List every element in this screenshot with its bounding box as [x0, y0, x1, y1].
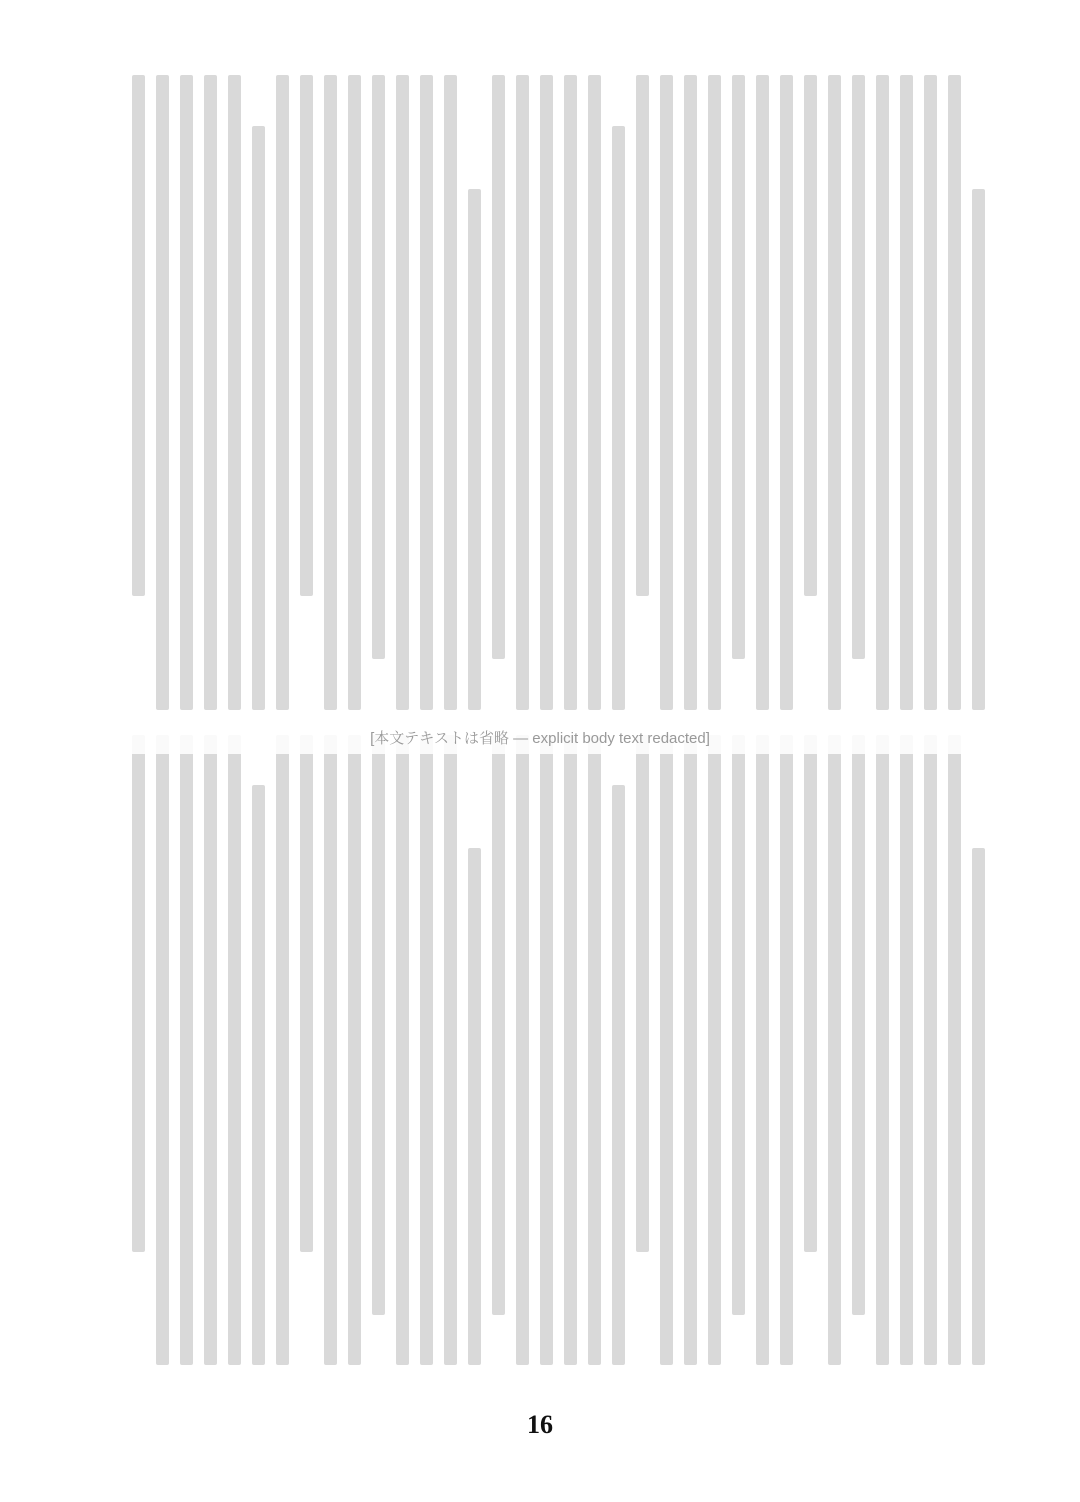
text-block-bottom — [95, 735, 985, 1365]
redacted-text-line — [228, 735, 241, 1365]
redacted-text-line — [708, 735, 721, 1365]
redacted-text-line — [132, 735, 145, 1252]
redacted-text-line — [444, 735, 457, 1365]
redacted-text-line — [900, 75, 913, 710]
redacted-text-line — [348, 735, 361, 1365]
redacted-text-line — [300, 75, 313, 596]
redacted-text-line — [756, 735, 769, 1365]
redacted-text-line — [372, 735, 385, 1315]
redaction-note: [本文テキストは省略 — explicit body text redacted] — [0, 721, 1080, 754]
redacted-text-line — [780, 75, 793, 710]
redacted-text-line — [900, 735, 913, 1365]
redacted-text-line — [324, 75, 337, 710]
redacted-text-line — [420, 75, 433, 710]
redacted-text-line — [924, 75, 937, 710]
redacted-text-line — [564, 735, 577, 1365]
redacted-text-line — [132, 75, 145, 596]
redacted-text-line — [588, 75, 601, 710]
redacted-text-line — [516, 735, 529, 1365]
redacted-text-line — [948, 75, 961, 710]
redacted-text-line — [852, 735, 865, 1315]
redacted-text-line — [252, 126, 265, 710]
redacted-text-line — [876, 75, 889, 710]
redacted-text-line — [708, 75, 721, 710]
redacted-text-line — [684, 735, 697, 1365]
redacted-text-line — [156, 735, 169, 1365]
redacted-text-line — [588, 735, 601, 1365]
redacted-text-line — [636, 75, 649, 596]
redacted-text-line — [180, 735, 193, 1365]
redacted-text-line — [564, 75, 577, 710]
redacted-text-line — [396, 735, 409, 1365]
redacted-text-line — [324, 735, 337, 1365]
redacted-text-line — [948, 735, 961, 1365]
redacted-text-line — [684, 75, 697, 710]
redacted-text-line — [612, 785, 625, 1365]
redacted-text-line — [660, 735, 673, 1365]
redacted-text-line — [348, 75, 361, 710]
redacted-text-line — [156, 75, 169, 710]
redacted-text-line — [492, 75, 505, 659]
redacted-text-line — [732, 735, 745, 1315]
redacted-text-line — [300, 735, 313, 1252]
redacted-text-line — [780, 735, 793, 1365]
redacted-text-line — [924, 735, 937, 1365]
redacted-text-line — [468, 189, 481, 710]
redacted-text-line — [828, 75, 841, 710]
redacted-text-line — [804, 735, 817, 1252]
redacted-text-line — [180, 75, 193, 710]
redacted-text-line — [444, 75, 457, 710]
redacted-text-line — [420, 735, 433, 1365]
redacted-text-line — [972, 189, 985, 710]
redacted-text-line — [540, 735, 553, 1365]
redacted-text-line — [756, 75, 769, 710]
redacted-text-line — [396, 75, 409, 710]
redacted-text-line — [252, 785, 265, 1365]
redacted-text-line — [636, 735, 649, 1252]
redacted-text-line — [972, 848, 985, 1365]
text-block-top — [95, 75, 985, 710]
redacted-text-line — [276, 735, 289, 1365]
redacted-text-line — [204, 735, 217, 1365]
redacted-text-line — [852, 75, 865, 659]
redacted-text-line — [372, 75, 385, 659]
redacted-text-line — [492, 735, 505, 1315]
redacted-text-line — [516, 75, 529, 710]
redacted-text-line — [228, 75, 241, 710]
redacted-text-line — [660, 75, 673, 710]
redacted-text-line — [540, 75, 553, 710]
redacted-text-line — [804, 75, 817, 596]
redacted-text-line — [276, 75, 289, 710]
redacted-text-line — [876, 735, 889, 1365]
redacted-text-line — [468, 848, 481, 1365]
redacted-text-line — [612, 126, 625, 710]
redacted-text-line — [732, 75, 745, 659]
redacted-text-line — [828, 735, 841, 1365]
redacted-text-line — [204, 75, 217, 710]
page-number: 16 — [527, 1410, 553, 1439]
